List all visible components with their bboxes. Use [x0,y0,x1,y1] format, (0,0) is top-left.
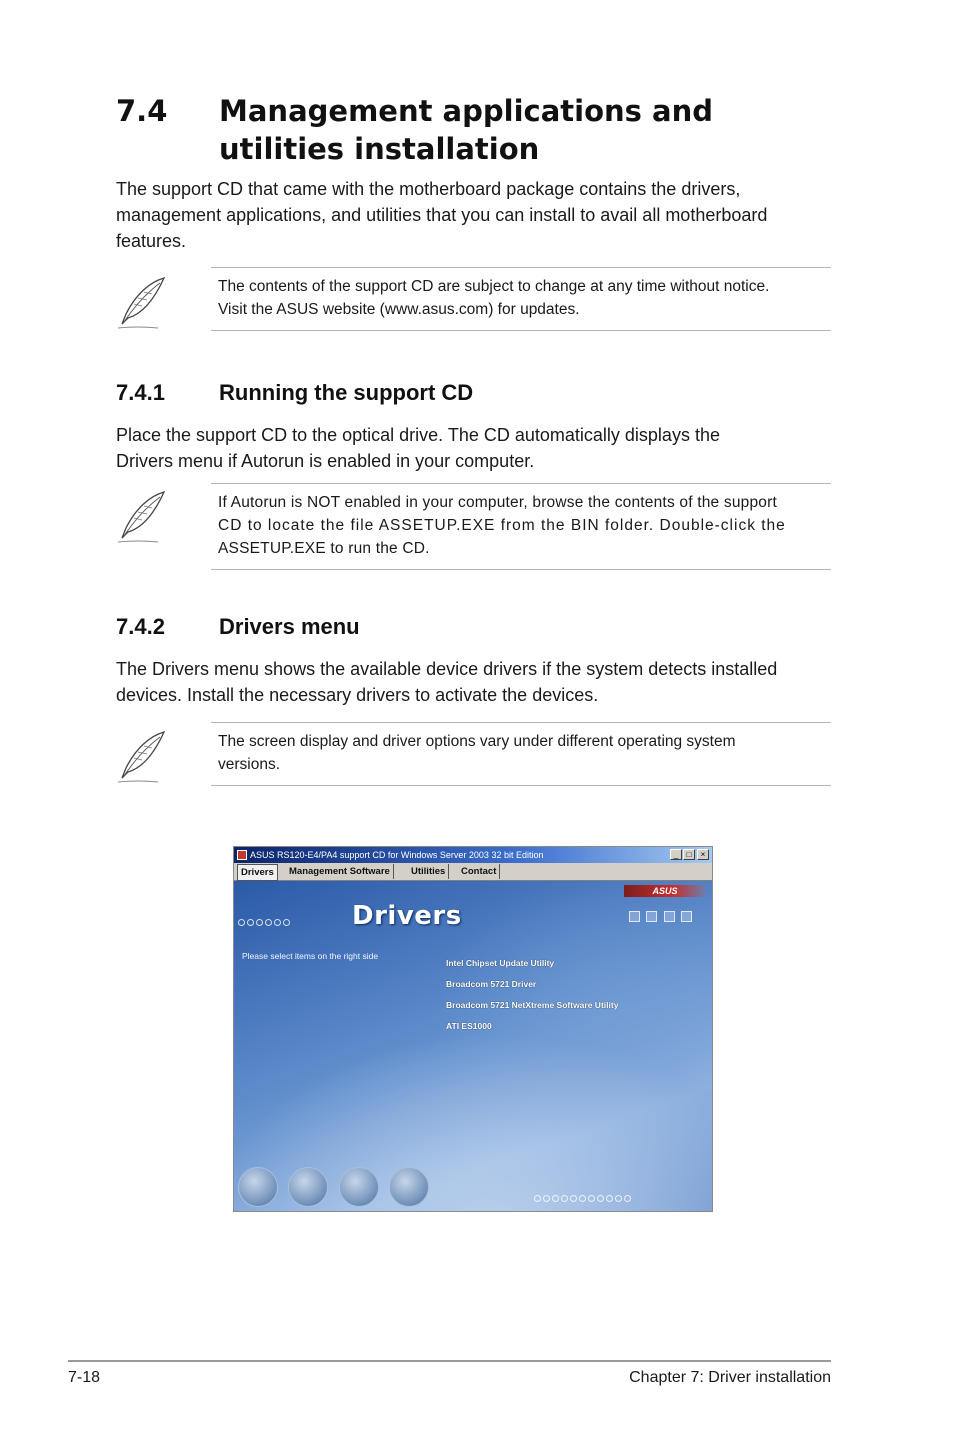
subsection-2-body [116,656,836,708]
asus-logo: ASUS [624,885,706,897]
tab-management-software[interactable]: Management Software [286,864,394,879]
feather-pen-icon [114,274,170,332]
intro-line3: features. [116,231,187,251]
note-2-line2: CD to locate the file ASSETUP.EXE from the BIN folder. Double-click the [218,517,786,534]
feather-pen-icon [114,488,170,546]
feather-pen-icon [114,728,170,786]
note-2-line1: If Autorun is NOT enabled in your computer, browse the contents of the support [218,494,777,511]
app-icon [237,850,247,860]
nav-button-4[interactable] [389,1167,429,1207]
nav-button-1[interactable] [238,1167,278,1207]
side-instructions: Please select items on the right side [242,951,379,961]
tab-utilities[interactable]: Utilities [408,864,449,879]
sub2-line1: The Drivers menu shows the available device drivers if the system detects installed [116,659,778,679]
note-box-1 [211,267,831,331]
toolbar-icons [627,909,692,927]
footer-divider [68,1360,831,1362]
nav-button-2[interactable] [288,1167,328,1207]
info-icon[interactable] [646,911,657,922]
driver-item-ati[interactable]: ATI ES1000 [446,1021,492,1031]
note-2-line3: ASSETUP.EXE to run the CD. [218,540,430,557]
subsection-2-number: 7.4.2 [116,614,165,639]
subsection-2-title: Drivers menu [219,614,360,639]
note-box-2 [211,483,831,570]
driver-item-broadcom-utility[interactable]: Broadcom 5721 NetXtreme Software Utility [446,1000,619,1010]
close-icon[interactable]: × [697,849,709,860]
intro-line2: management applications, and utilities that you can install to avail all motherboard [116,205,768,225]
decorative-dots-bottom [534,1189,633,1207]
window-titlebar [234,847,712,863]
note-3-line2: versions. [218,756,281,773]
support-cd-window-screenshot [233,846,713,1212]
drivers-heading: Drivers [352,901,462,931]
section-title-line1: Management applications and [219,94,713,128]
note-3-line1: The screen display and driver options vary under different operating system [218,733,736,750]
sub1-line2: Drivers menu if Autorun is enabled in your computer. [116,451,535,471]
note-3-text [211,723,831,776]
intro-line1: The support CD that came with the motherboard package contains the drivers, [116,179,741,199]
driver-menu-list [446,953,618,1037]
section-intro [116,176,836,254]
subsection-1-title: Running the support CD [219,380,474,405]
section-number: 7.4 [116,94,168,128]
note-1-line1: The contents of the support CD are subject to change at any time without notice. [218,278,770,295]
bottom-nav-buttons [238,1167,435,1212]
window-tab-bar [234,863,712,881]
window-title: ASUS RS120-E4/PA4 support CD for Windows Server 2003 32 bit Edition [250,850,544,860]
sub2-line2: devices. Install the necessary drivers to activate the devices. [116,685,599,705]
help-icon[interactable] [664,911,675,922]
driver-item-broadcom-driver[interactable]: Broadcom 5721 Driver [446,979,537,989]
note-1-line2: Visit the ASUS website (www.asus.com) for updates. [218,301,580,318]
section-title [219,92,859,168]
driver-item-intel-chipset[interactable]: Intel Chipset Update Utility [446,958,555,968]
maximize-icon[interactable]: □ [683,849,695,860]
section-title-line2: utilities installation [219,132,540,166]
tab-drivers[interactable]: Drivers [237,864,278,881]
subsection-1-body [116,422,836,474]
note-2-text [211,484,831,560]
tab-contact[interactable]: Contact [458,864,500,879]
window-content [234,881,712,1211]
nav-button-3[interactable] [339,1167,379,1207]
subsection-1-number: 7.4.1 [116,380,165,405]
sub1-line1: Place the support CD to the optical drive. The CD automatically displays the [116,425,720,445]
decorative-dots [238,913,292,931]
page-number: 7-18 [68,1369,101,1386]
minimize-icon[interactable]: _ [670,849,682,860]
browse-icon[interactable] [629,911,640,922]
chapter-title: Chapter 7: Driver installation [629,1369,831,1386]
exit-icon[interactable] [681,911,692,922]
note-box-3 [211,722,831,786]
note-1-text [211,268,831,321]
